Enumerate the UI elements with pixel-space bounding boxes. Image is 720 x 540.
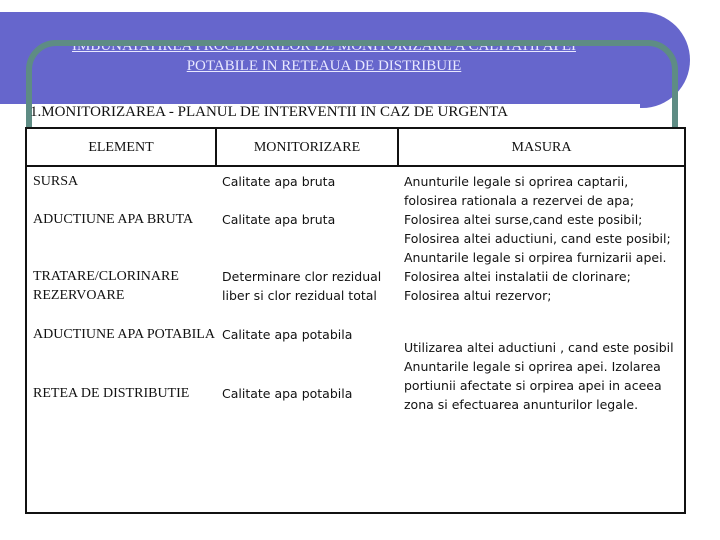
element-sursa: SURSA	[33, 174, 79, 189]
intervention-table	[25, 127, 686, 514]
element-tratare: TRATARE/CLORINARE REZERVOARE	[33, 269, 179, 303]
monitorizare-aductiune-potabila: Calitate apa potabila	[222, 327, 353, 342]
table-header-row	[26, 128, 685, 166]
title-line-1: IMBUNATATIREA PROCEDURILOR DE MONITORIZARE A CALITATII APEI	[72, 38, 576, 54]
element-aductiune-bruta: ADUCTIUNE APA BRUTA	[33, 212, 194, 227]
element-column	[26, 166, 216, 513]
masura-column	[398, 166, 685, 513]
monitorizare-tratare: Determinare clor rezidual liber si clor rezidual total	[222, 269, 382, 303]
element-retea: RETEA DE DISTRIBUTIE	[33, 386, 190, 401]
header-element: ELEMENT	[26, 128, 216, 166]
title-line-2: POTABILE IN RETEAUA DE DISTRIBUIE	[186, 58, 462, 74]
monitorizare-column	[216, 166, 398, 513]
monitorizare-sursa: Calitate apa bruta	[222, 174, 336, 189]
element-aductiune-potabila: ADUCTIUNE APA POTABILA	[33, 327, 215, 342]
masura-block-1: Anunturile legale si oprirea captarii, folosirea rationala a rezervei de apa; Folosirea altei surse,cand este posibil; Folosirea altei aductiuni, cand este posibil; Anuntarile legale si orpirea furnizarii apei. Folosirea altei instalatii de clorinare; Folosirea altui rezervor;	[404, 174, 671, 303]
section-title: 1.MONITORIZAREA - PLANUL DE INTERVENTII IN CAZ DE URGENTA	[30, 104, 508, 120]
monitorizare-aductiune-bruta: Calitate apa bruta	[222, 212, 336, 227]
table-body-row	[26, 166, 685, 513]
header-monitorizare: MONITORIZARE	[216, 128, 398, 166]
monitorizare-retea: Calitate apa potabila	[222, 386, 353, 401]
masura-block-2: Utilizarea altei aductiuni , cand este posibil Anuntarile legale si oprirea apei. Izolarea portiunii afectate si orpirea apei in aceea zona si efectuarea anunturilor legale.	[404, 340, 674, 412]
header-masura: MASURA	[398, 128, 685, 166]
